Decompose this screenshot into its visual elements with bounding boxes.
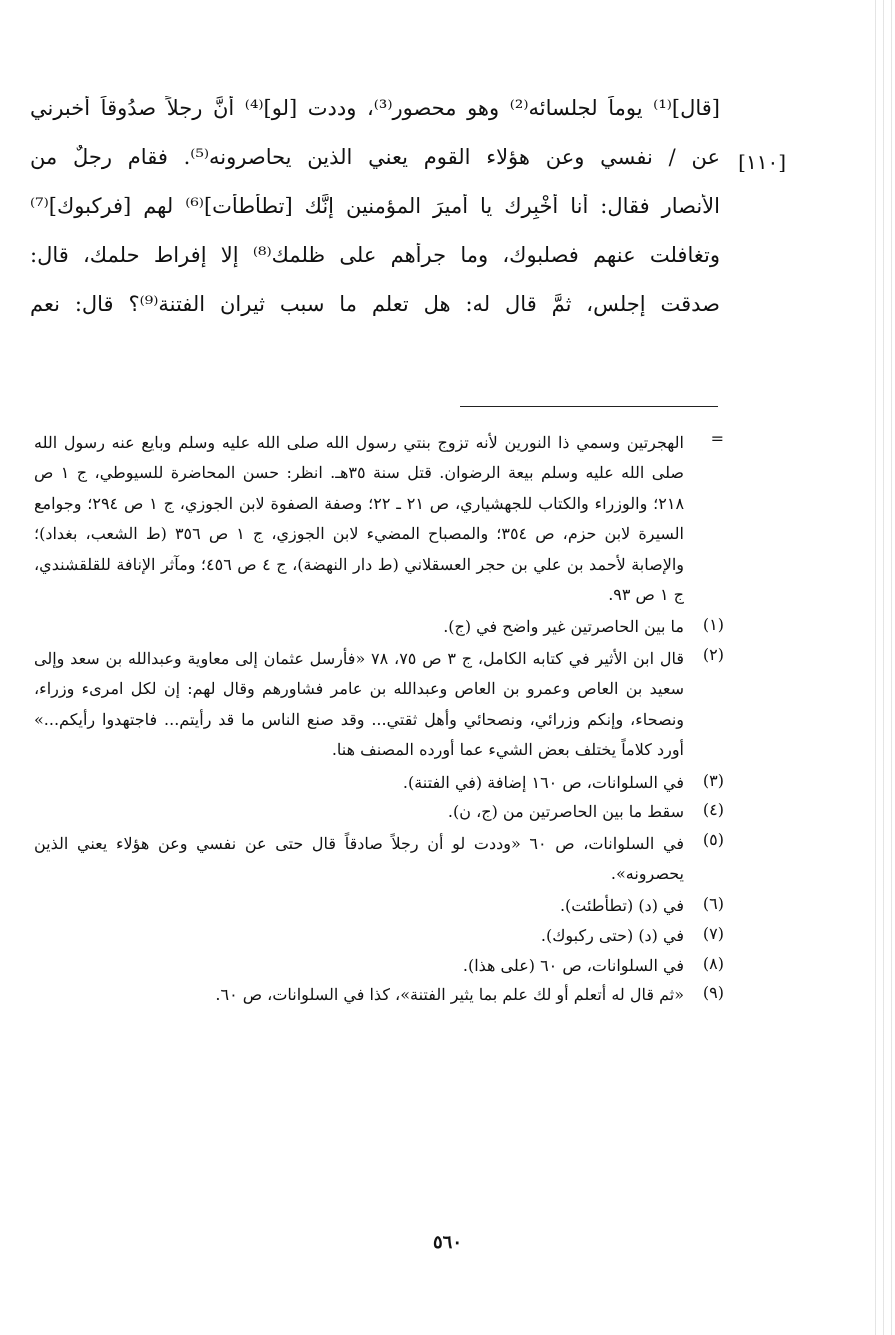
footnote bbox=[34, 614, 724, 640]
main-text-line: صدقت إجلس، ثمَّ قال له: هل تعلم ما سبب ثيران الفتنة⁽⁹⁾؟ قال: نعم bbox=[30, 292, 720, 316]
footnote-number: (٢) bbox=[702, 644, 724, 664]
main-text-line: الأنصار فقال: أنا أُخْبِرك يا أميرَ المؤمنين إنَّك [تطأطأت]⁽⁶⁾ لهم [فركبوك]⁽⁷⁾ bbox=[30, 194, 720, 218]
footnote bbox=[34, 982, 724, 1008]
footnote-text: «ثم قال له أتعلم أو لك علم بما يثير الفتنة»، كذا في السلوانات، ص ٦٠. bbox=[215, 985, 684, 1005]
footnote-text: قال ابن الأثير في كتابه الكامل، ج ٣ ص ٧٥، ٧٨ «فأرسل عثمان إلى معاوية وعبدالله بن سعد وإلى سعيد بن العاص وعمرو بن العاص وعبدالله بن عامر فشاورهم وقال لهم: إن لكل امرىء وزراء، ونصحاء، وإنكم وزرائي، ونصحائي وأهل ثقتي... وقد صنع الناس ما قد رأيتم... فاجتهدوا رأيكم...» أورد كلاماً يختلف بعض الشيء عما أورده المصنف هنا. bbox=[34, 648, 685, 760]
footnote-text: ما بين الحاصرتين غير واضح في (ج). bbox=[443, 617, 684, 637]
footnote-number: (٧) bbox=[702, 924, 724, 944]
page-number: ٥٦٠ bbox=[432, 1232, 462, 1253]
main-text-block bbox=[30, 96, 720, 341]
footnote-number: (٩) bbox=[702, 983, 724, 1003]
footnote bbox=[34, 770, 724, 796]
main-text-line: [قال]⁽¹⁾ يوماً لجلسائه⁽²⁾ وهو محصور⁽³⁾، وددت [لو]⁽⁴⁾ أنَّ رجلاً صدُوقاً أخبرني bbox=[30, 96, 720, 120]
footnote-text: في السلوانات، ص ٦٠ (على هذا). bbox=[462, 955, 684, 975]
footnote-text: الهجرتين وسمي ذا النورين لأنه تزوج بنتي رسول الله صلى الله عليه وسلم وبايع عنه رسول الله صلى الله عليه وسلم بيعة الرضوان. قتل سنة ٣٥هـ. انظر: حسن المحاضرة للسيوطي، ج ١ ص ٢١٨؛ والوزراء والكتاب للجهشياري، ص ٢١ ـ ٢٢؛ وصفة الصفوة لابن الجوزي، ج ١ ص ٢٩٤؛ وجوامع السيرة لابن حزم، ص ٣٥٤؛ والمصباح المضيء لابن الجوزي، ج ١ ص ٣٥٦ (ط الشعب، بغداد)؛ والإصابة لأحمد بن علي بن حجر العسقلاني (ط دار النهضة)، ج ٤ ص ٤٥٦؛ ومآثر الإنافة للقلقشندي، ج ١ ص ٩٣. bbox=[34, 433, 685, 604]
footnote-number: (٨) bbox=[702, 953, 724, 973]
main-text-line: وتغافلت عنهم فصلبوك، وما جرأهم على ظلمك⁽⁸⁾ إلا إفراط حلمك، قال: bbox=[30, 243, 720, 267]
footnotes-block bbox=[34, 428, 724, 1012]
footnote-number: (٤) bbox=[702, 800, 724, 820]
footnote-continuation bbox=[34, 428, 724, 610]
footnote-number: (٥) bbox=[702, 829, 724, 849]
footnote bbox=[34, 829, 724, 890]
footnote bbox=[34, 644, 724, 766]
footnote bbox=[34, 799, 724, 825]
footnote-text: في السلوانات، ص ٦٠ «وددت لو أن رجلاً صادقاً قال حتى عن نفسي وعن هؤلاء يعني الذين يحصرونه». bbox=[34, 833, 684, 884]
footnote bbox=[34, 953, 724, 979]
footnote bbox=[34, 893, 724, 919]
footnote-number: (١) bbox=[702, 615, 724, 635]
footnote-text: في (د) (حتى ركبوك). bbox=[540, 926, 684, 946]
main-text-line: عن / نفسي وعن هؤلاء القوم يعني الذين يحاصرونه⁽⁵⁾. فقام رجلٌ من bbox=[30, 145, 720, 169]
footnote bbox=[34, 923, 724, 949]
footnote-marker: = bbox=[710, 429, 724, 448]
footnote-number: (٦) bbox=[702, 894, 724, 914]
manuscript-folio-marker: [١١٠] bbox=[738, 150, 786, 174]
footnote-text: في (د) (تطأطئت). bbox=[559, 896, 684, 916]
footnote-text: سقط ما بين الحاصرتين من (ج، ن). bbox=[447, 802, 684, 822]
footnote-separator-rule bbox=[460, 406, 718, 407]
footnote-text: في السلوانات، ص ١٦٠ إضافة (في الفتنة). bbox=[402, 772, 684, 792]
footnote-number: (٣) bbox=[702, 770, 724, 790]
page-edge-shading bbox=[871, 0, 895, 1335]
